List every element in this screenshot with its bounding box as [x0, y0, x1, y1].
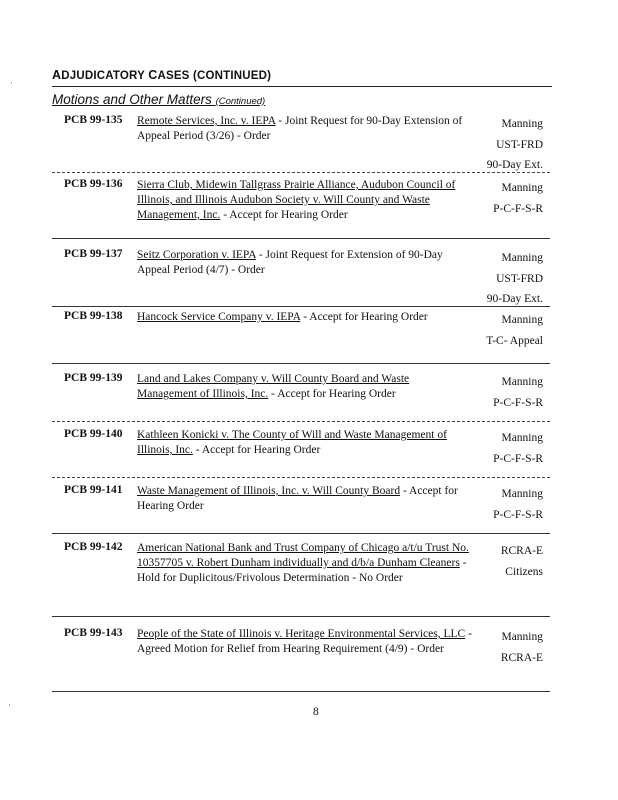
case-code: UST-FRD	[496, 272, 543, 285]
case-codes	[487, 248, 543, 310]
subsection-continued: (Continued)	[215, 96, 266, 107]
case-code: 90-Day Ext.	[486, 293, 543, 305]
case-code: Citizens	[505, 565, 543, 578]
case-title: Kathleen Konicki v. The County of Will and Waste Management of Illinois, Inc.	[137, 429, 447, 456]
entry-divider	[52, 238, 550, 239]
case-number: PCB 99-141	[64, 484, 123, 496]
case-title: Land and Lakes Company v. Will County Board and Waste Management of Illinois, Inc.	[137, 373, 410, 400]
page-number: 8	[313, 706, 319, 718]
case-codes	[501, 627, 543, 668]
subsection-header	[52, 92, 265, 107]
case-title: American National Bank and Trust Company of Chicago a/t/u Trust No. 10357705 v. Robert Dunham individually and d/b/a Dunham Cleaners	[137, 542, 469, 569]
header-letter-c: C	[148, 68, 158, 82]
case-code: Manning	[501, 182, 543, 194]
case-code: P-C-F-S-R	[493, 396, 543, 409]
subsection-title: Motions and Other Matters	[52, 92, 216, 107]
case-title: Remote Services, Inc. v. IEPA	[137, 115, 276, 127]
case-description	[137, 627, 472, 657]
case-title: People of the State of Illinois v. Heritage Environmental Services, LLC	[137, 628, 466, 640]
case-code: Manning	[501, 631, 543, 643]
case-number: PCB 99-138	[64, 310, 123, 322]
case-code: RCRA-E	[500, 651, 543, 664]
case-description	[137, 248, 472, 278]
entry-divider	[52, 172, 550, 173]
case-number: PCB 99-135	[64, 114, 123, 126]
header-text-d: ASES	[157, 70, 193, 82]
case-description	[137, 178, 472, 223]
entry-divider	[52, 306, 550, 307]
case-title: Sierra Club, Midewin Tallgrass Prairie Alliance, Audubon Council of Illinois, and Illinois Audubon Society v. Will County and Waste Management, Inc.	[137, 179, 456, 221]
entry-divider	[52, 363, 550, 364]
case-action: - Accept for Hearing Order	[137, 485, 458, 512]
case-number: PCB 99-136	[64, 178, 123, 190]
case-action: - Accept for Hearing Order	[220, 209, 348, 221]
case-code: T-C- Appeal	[486, 334, 543, 347]
case-action: - Joint Request for 90-Day Extension of Appeal Period (3/26) - Order	[137, 115, 463, 142]
case-title: Hancock Service Company v. IEPA	[137, 311, 301, 323]
case-number: PCB 99-142	[64, 541, 123, 553]
case-codes	[493, 484, 543, 525]
section-header	[52, 68, 271, 82]
case-action: - Agreed Motion for Relief from Hearing Requirement (4/9) - Order	[137, 628, 472, 655]
case-codes	[493, 428, 543, 469]
case-action: - Joint Request for Extension of 90-Day Appeal Period (4/7) - Order	[137, 249, 443, 276]
entry-divider	[52, 616, 550, 617]
header-continued: (CONTINUED)	[192, 70, 272, 82]
case-code: Manning	[501, 252, 543, 264]
case-codes	[487, 114, 543, 176]
case-code: P-C-F-S-R	[493, 202, 543, 215]
case-code: UST-FRD	[496, 138, 543, 151]
case-action: - Accept for Hearing Order	[192, 444, 321, 456]
case-code: RCRA-E	[500, 545, 543, 557]
case-description	[137, 310, 472, 325]
case-codes	[486, 310, 543, 351]
scan-speck: ·	[10, 78, 13, 88]
scan-speck: ·	[8, 700, 11, 710]
case-action: - Accept for Hearing Order	[300, 311, 428, 323]
case-code: P-C-F-S-R	[493, 452, 543, 465]
case-action: - Accept for Hearing Order	[268, 388, 396, 400]
entry-divider	[52, 421, 550, 422]
case-number: PCB 99-140	[64, 428, 123, 440]
case-code: Manning	[501, 314, 543, 326]
header-text-b: DJUDICATORY	[61, 70, 149, 82]
case-code: Manning	[501, 488, 543, 500]
case-description	[137, 114, 472, 144]
case-codes	[493, 372, 543, 413]
case-code: 90-Day Ext.	[486, 159, 543, 171]
case-number: PCB 99-137	[64, 248, 123, 260]
case-number: PCB 99-143	[64, 627, 123, 639]
entry-divider	[52, 533, 550, 534]
case-description	[137, 541, 472, 586]
page-footer-rule	[52, 691, 550, 692]
case-code: Manning	[501, 432, 543, 444]
entry-divider	[52, 477, 550, 478]
case-description	[137, 428, 472, 458]
case-code: Manning	[501, 118, 543, 130]
case-description	[137, 484, 472, 514]
case-code: P-C-F-S-R	[493, 508, 543, 521]
case-title: Waste Management of Illinois, Inc. v. Will County Board	[137, 485, 401, 497]
case-action: - Hold for Duplicitous/Frivolous Determination - No Order	[137, 557, 467, 584]
header-rule	[52, 86, 552, 87]
case-description	[137, 372, 472, 402]
case-title: Seitz Corporation v. IEPA	[137, 249, 256, 261]
case-number: PCB 99-139	[64, 372, 123, 384]
case-codes	[493, 178, 543, 219]
header-letter-a: A	[52, 68, 62, 82]
case-codes	[501, 541, 543, 582]
case-code: Manning	[501, 376, 543, 388]
